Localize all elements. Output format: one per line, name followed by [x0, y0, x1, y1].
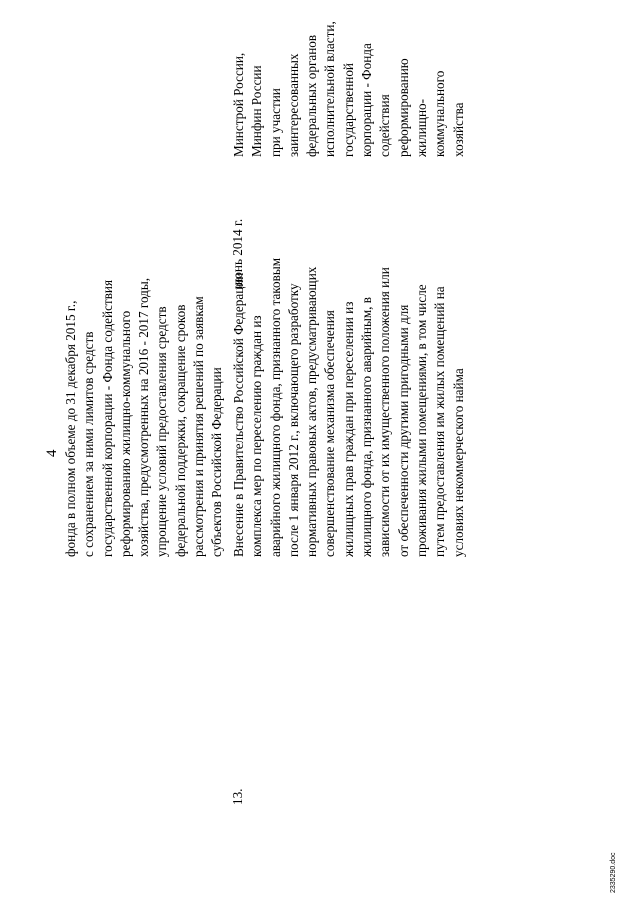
- text-line: содействия: [377, 94, 393, 157]
- text-line: реформированию жилищно-коммунального: [117, 310, 133, 557]
- text-line: рассмотрения и принятия решений по заявкам: [191, 296, 207, 557]
- text-line: аварийного жилищного фонда, признанного таковым: [267, 257, 283, 557]
- text-line: коммунального: [432, 70, 448, 157]
- text-line: реформированию: [395, 58, 411, 157]
- text-line: жилищно-: [413, 98, 429, 157]
- row-number: 13.: [230, 788, 245, 805]
- text-line: жилищного фонда, признанного аварийным, в: [359, 297, 375, 557]
- text-line: комплекса мер по переселению граждан из: [249, 315, 265, 557]
- text-line: фонда в полном объеме до 31 декабря 2015 г.,: [63, 300, 78, 557]
- text-line: хозяйства, предусмотренных на 2016 - 2017 годы,: [136, 277, 152, 557]
- page-number: 4: [44, 449, 60, 457]
- document-file-code: 2335290.doc: [610, 852, 617, 893]
- row-term: июнь 2014 г.: [230, 218, 245, 289]
- text-line: хозяйства: [450, 102, 466, 157]
- row-executors: [230, 21, 468, 157]
- continuation-text: [62, 278, 227, 557]
- text-line: государственной: [340, 63, 356, 157]
- text-line: совершенствование механизма обеспечения: [322, 310, 338, 557]
- text-line: Внесение в Правительство Российской Федерации: [231, 272, 246, 557]
- text-line: нормативных правовых актов, предусматривающих: [304, 266, 320, 557]
- text-line: субъектов Российской Федерации: [209, 367, 225, 557]
- text-line: после 1 января 2012 г., включающего разработку: [285, 283, 301, 557]
- text-line: федеральных органов: [304, 34, 320, 157]
- text-line: исполнительной власти,: [322, 21, 338, 157]
- text-line: корпорации - Фонда: [359, 43, 375, 157]
- text-line: условиях некоммерческого найма: [450, 368, 466, 557]
- text-line: заинтересованных: [285, 53, 301, 157]
- text-line: федеральной поддержки, сокращение сроков: [172, 304, 188, 557]
- text-line: проживания жилыми помещениями, в том числе: [413, 284, 429, 557]
- text-line: путем предоставления им жилых помещений на: [432, 286, 448, 557]
- text-line: при участии: [267, 88, 283, 157]
- text-line: государственной корпорации - Фонда содействия: [99, 279, 115, 557]
- row-description: [230, 258, 468, 557]
- text-line: Минфин России: [249, 65, 265, 157]
- text-line: зависимости от их имущественного положения или: [377, 267, 393, 557]
- text-line: с сохранением за ними лимитов средств: [81, 331, 97, 557]
- text-line: жилищных прав граждан при переселении из: [340, 301, 356, 557]
- text-line: от обеспеченности другими пригодными для: [395, 304, 411, 557]
- text-line: упрощение условий предоставления средств: [154, 306, 170, 557]
- text-line: Минстрой России,: [231, 52, 246, 157]
